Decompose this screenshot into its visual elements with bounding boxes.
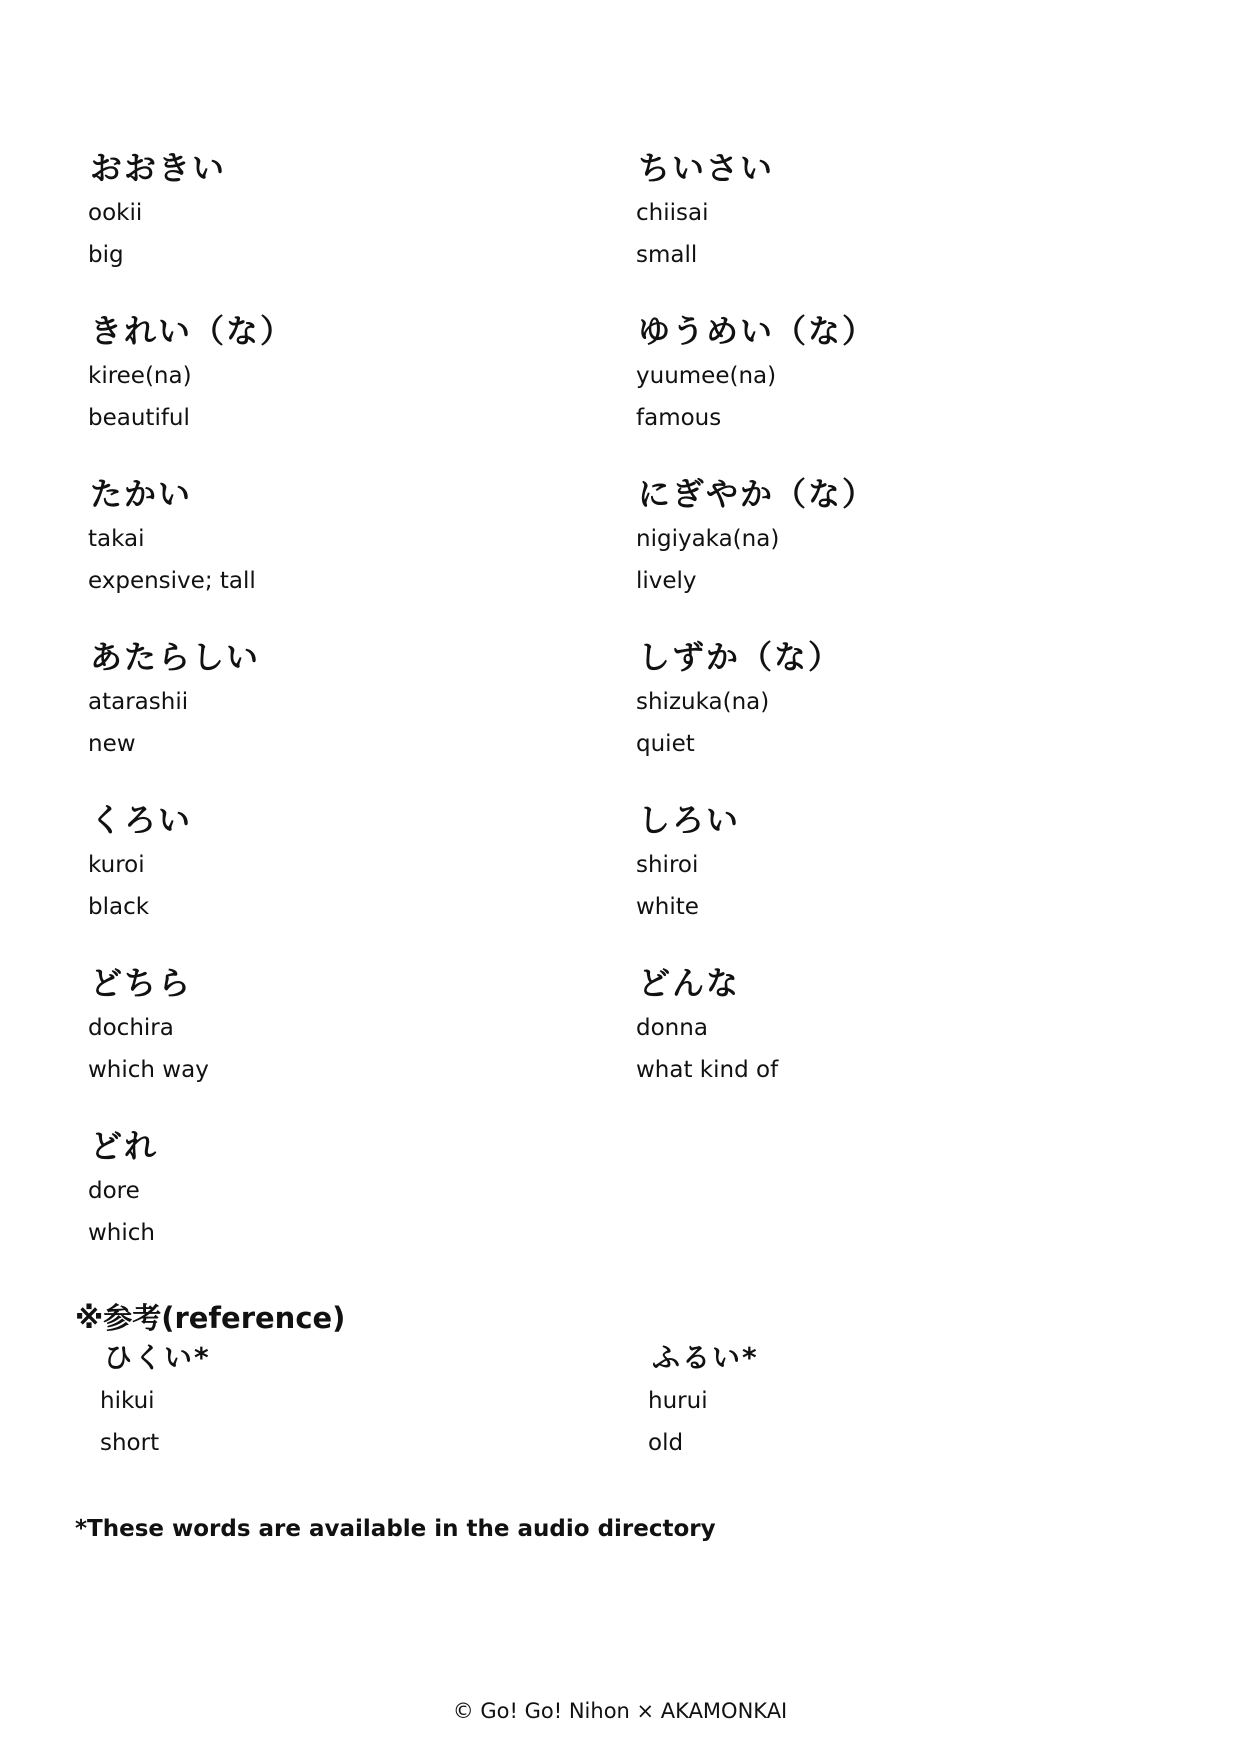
- vocab-romaji: shizuka(na): [636, 689, 770, 715]
- vocab-meaning: small: [636, 242, 698, 268]
- vocab-romaji: atarashii: [88, 689, 189, 715]
- vocab-entry: [636, 311, 1156, 461]
- vocab-meaning: big: [88, 242, 124, 268]
- vocab-romaji: hurui: [648, 1388, 708, 1414]
- vocab-entry: [636, 148, 1156, 298]
- vocab-kana: くろい: [90, 801, 193, 839]
- vocab-entry: [88, 148, 608, 298]
- reference-entry: [100, 1340, 600, 1480]
- vocab-meaning: what kind of: [636, 1057, 779, 1083]
- reference-heading: ※参考(reference): [75, 1301, 346, 1335]
- vocab-entry: [636, 637, 1156, 787]
- vocab-entry: [88, 474, 608, 624]
- vocab-entry: [88, 311, 608, 461]
- vocab-entry: [88, 800, 608, 950]
- vocab-kana: あたらしい: [90, 638, 261, 676]
- vocab-romaji: ookii: [88, 200, 143, 226]
- vocab-meaning: beautiful: [88, 405, 190, 431]
- vocab-kana: しろい: [638, 801, 741, 839]
- vocab-meaning: quiet: [636, 731, 695, 757]
- vocab-kana: どちら: [90, 964, 193, 1002]
- vocab-entry: [636, 474, 1156, 624]
- vocab-kana: ゆうめい（な）: [638, 312, 877, 350]
- vocab-meaning: white: [636, 894, 699, 920]
- vocab-kana: しずか（な）: [638, 638, 843, 676]
- vocab-meaning: old: [648, 1430, 684, 1456]
- vocab-meaning: black: [88, 894, 150, 920]
- vocab-kana: にぎやか（な）: [638, 475, 877, 513]
- vocab-meaning: which: [88, 1220, 156, 1246]
- vocab-kana: たかい: [90, 475, 193, 513]
- vocab-romaji: shiroi: [636, 852, 699, 878]
- vocab-romaji: hikui: [100, 1388, 155, 1414]
- vocab-meaning: new: [88, 731, 136, 757]
- vocab-meaning: lively: [636, 568, 697, 594]
- vocab-meaning: short: [100, 1430, 160, 1456]
- audio-footnote: *These words are available in the audio directory: [75, 1516, 716, 1542]
- vocab-kana: ふるい*: [652, 1341, 759, 1374]
- vocab-entry: [88, 637, 608, 787]
- vocab-romaji: yuumee(na): [636, 363, 777, 389]
- vocab-meaning: famous: [636, 405, 722, 431]
- vocab-romaji: dochira: [88, 1015, 174, 1041]
- vocab-kana: どんな: [638, 964, 741, 1002]
- vocab-meaning: which way: [88, 1057, 209, 1083]
- vocab-romaji: kiree(na): [88, 363, 192, 389]
- vocab-entry: [88, 963, 608, 1113]
- vocab-kana: ひくい*: [104, 1341, 211, 1374]
- vocab-entry: [636, 963, 1156, 1113]
- vocab-romaji: donna: [636, 1015, 708, 1041]
- vocab-romaji: kuroi: [88, 852, 145, 878]
- vocab-entry: [88, 1126, 608, 1276]
- reference-entry: [648, 1340, 1148, 1480]
- vocab-romaji: chiisai: [636, 200, 709, 226]
- vocab-kana: おおきい: [90, 149, 227, 187]
- copyright-footer: © Go! Go! Nihon × AKAMONKAI: [452, 1699, 788, 1723]
- vocab-romaji: nigiyaka(na): [636, 526, 780, 552]
- vocab-romaji: dore: [88, 1178, 140, 1204]
- vocab-meaning: expensive; tall: [88, 568, 256, 594]
- vocab-kana: きれい（な）: [90, 312, 295, 350]
- vocab-romaji: takai: [88, 526, 145, 552]
- vocab-entry: [636, 800, 1156, 950]
- vocab-kana: どれ: [90, 1127, 159, 1165]
- vocab-kana: ちいさい: [638, 149, 775, 187]
